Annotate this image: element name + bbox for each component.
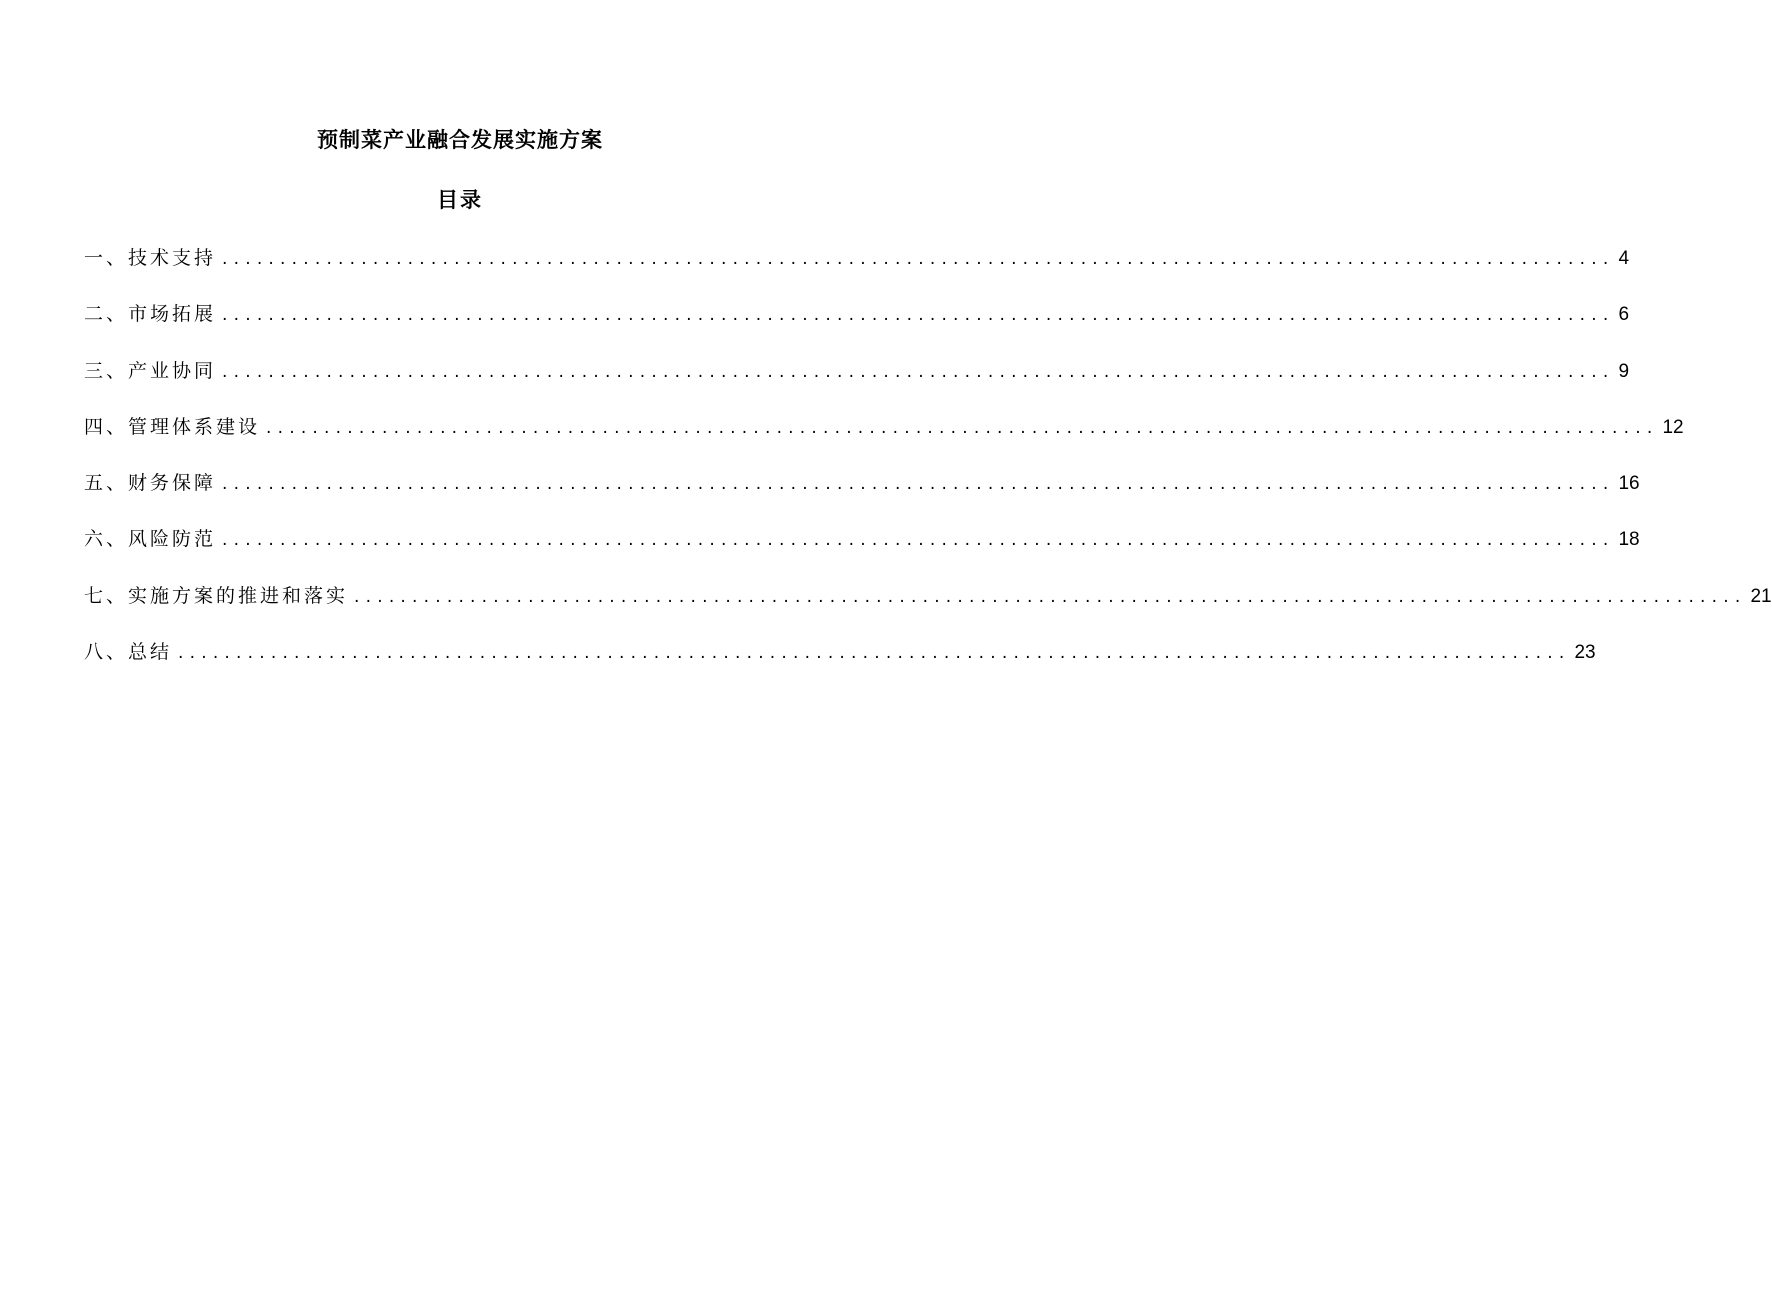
toc-entry[interactable]: [84, 465, 1640, 521]
toc-leader-dots: ........................................................................................................................: [354, 586, 1747, 607]
toc-entry[interactable]: [84, 578, 1772, 634]
toc-entry[interactable]: [84, 240, 1630, 296]
toc-entry[interactable]: [84, 634, 1596, 690]
toc-entry-label: 六、风险防范: [84, 528, 217, 551]
document-title: 预制菜产业融合发展实施方案: [317, 128, 603, 152]
toc-entry-label: 一、技术支持: [84, 247, 217, 269]
toc-entry-label: 八、总结: [84, 641, 173, 664]
toc-entry-label: 三、产业协同: [84, 359, 217, 382]
toc-entry-page: 4: [1618, 248, 1630, 269]
toc-entry-page: 9: [1618, 360, 1630, 382]
toc-entry-page: 16: [1618, 473, 1640, 495]
toc-leader-dots: ........................................................................................................................: [222, 361, 1615, 382]
toc-leader-dots: ........................................................................................................................: [178, 643, 1571, 664]
toc-entry-page: 21: [1750, 585, 1772, 607]
toc-entry-page: 12: [1662, 416, 1684, 438]
toc-entry-page: 23: [1574, 642, 1596, 664]
toc-leader-dots: ........................................................................................................................: [222, 249, 1615, 269]
toc-leader-dots: ........................................................................................................................: [266, 417, 1659, 438]
toc-entry-label: 四、管理体系建设: [84, 415, 261, 438]
toc-entry[interactable]: [84, 521, 1640, 577]
toc-entry-label: 五、财务保障: [84, 472, 217, 495]
toc-heading: 目录: [437, 188, 483, 212]
toc-entry-page: 18: [1618, 529, 1640, 551]
toc-leader-dots: ........................................................................................................................: [222, 305, 1615, 326]
toc-entry[interactable]: [84, 353, 1630, 409]
toc-leader-dots: ........................................................................................................................: [222, 474, 1615, 495]
table-of-contents: [84, 240, 1772, 690]
toc-entry[interactable]: [84, 296, 1630, 352]
toc-entry[interactable]: [84, 409, 1684, 465]
toc-entry-page: 6: [1618, 304, 1630, 326]
toc-leader-dots: ........................................................................................................................: [222, 530, 1615, 551]
toc-entry-label: 七、实施方案的推进和落实: [84, 584, 349, 607]
toc-entry-label: 二、市场拓展: [84, 303, 217, 326]
